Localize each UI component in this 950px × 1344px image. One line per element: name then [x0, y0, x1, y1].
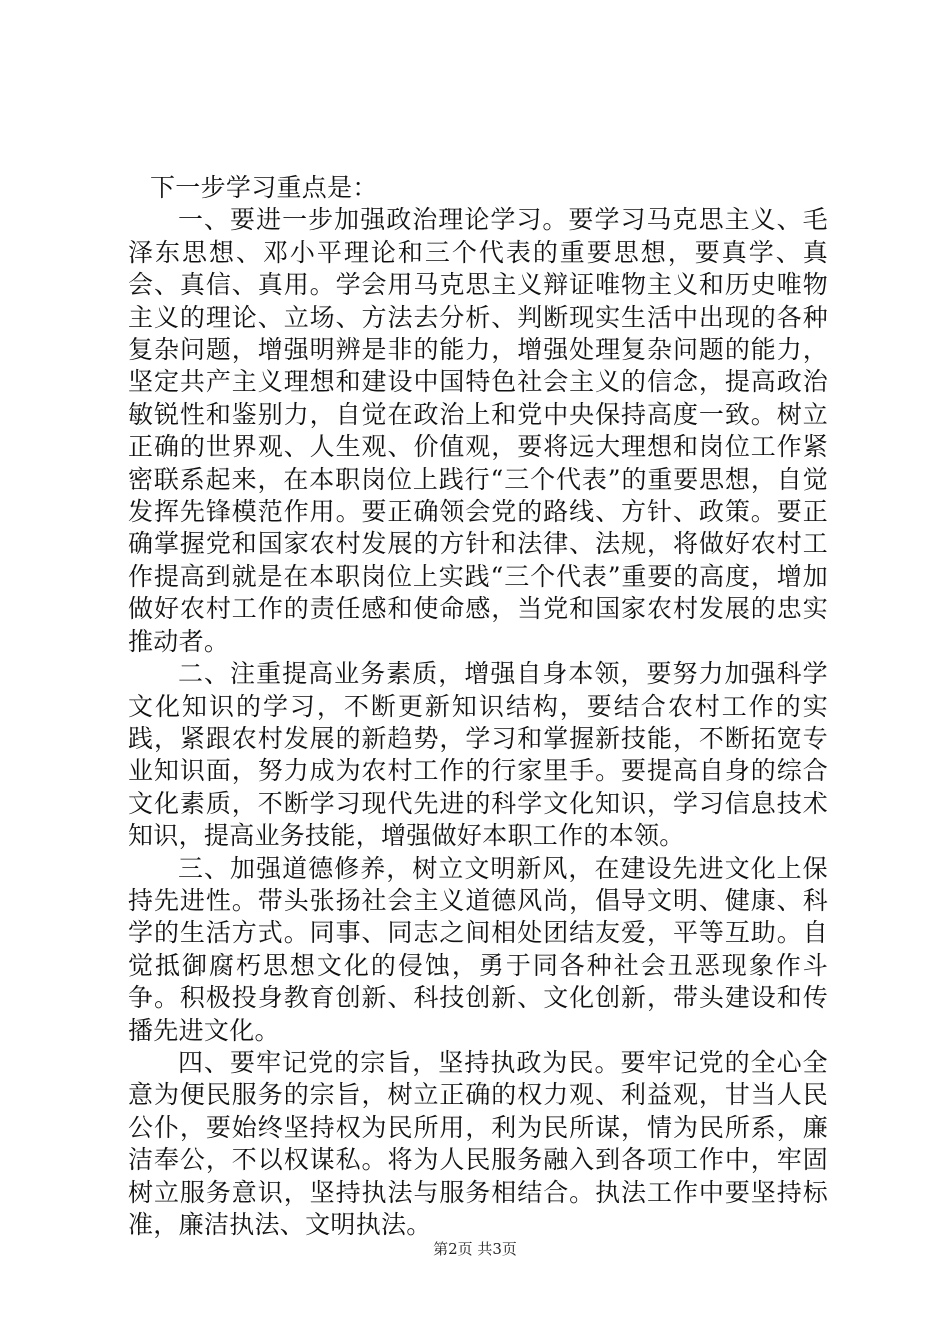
paragraph-business-quality: 二、注重提高业务素质，增强自身本领，要努力加强科学文化知识的学习，不断更新知识结构，要结合农村工作的实践，紧跟农村发展的新趋势，学习和掌握新技能，不断拓宽专业知识面，努力成为农村工作的行家里手。要提高自身的综合文化素质，不断学习现代先进的科学文化知识，学习信息技术知识，提高业务技能，增强做好本职工作的本领。	[128, 659, 828, 851]
intro-line: 下一步学习重点是：	[150, 173, 378, 202]
paragraph-party-purpose: 四、要牢记党的宗旨，坚持执政为民。要牢记党的全心全意为便民服务的宗旨，树立正确的权力观、利益观，甘当人民公仆，要始终坚持权为民所用，利为民所谋，情为民所系，廉洁奉公，不以权谋私。将为人民服务融入到各项工作中，牢固树立服务意识，坚持执法与服务相结合。执法工作中要坚持标准，廉洁执法、文明执法。	[128, 1047, 828, 1239]
page-footer: 第2页 共3页	[433, 1240, 517, 1258]
paragraph-political-theory: 一、要进一步加强政治理论学习。要学习马克思主义、毛泽东思想、邓小平理论和三个代表的重要思想，要真学、真会、真信、真用。学会用马克思主义辩证唯物主义和历史唯物主义的理论、立场、方法去分析、判断现实生活中出现的各种复杂问题，增强明辨是非的能力，增强处理复杂问题的能力，坚定共产主义理想和建设中国特色社会主义的信念，提高政治敏锐性和鉴别力，自觉在政治上和党中央保持高度一致。树立正确的世界观、人生观、价值观，要将远大理想和岗位工作紧密联系起来，在本职岗位上践行“三个代表”的重要思想，自觉发挥先锋模范作用。要正确领会党的路线、方针、政策。要正确掌握党和国家农村发展的方针和法律、法规，将做好农村工作提高到就是在本职岗位上实践“三个代表”重要的高度，增加做好农村工作的责任感和使命感，当党和国家农村发展的忠实推动者。	[128, 205, 828, 656]
paragraph-moral-cultivation: 三、加强道德修养，树立文明新风，在建设先进文化上保持先进性。带头张扬社会主义道德风尚，倡导文明、健康、科学的生活方式。同事、同志之间相处团结友爱，平等互助。自觉抵御腐朽思想文化的侵蚀，勇于同各种社会丑恶现象作斗争。积极投身教育创新、科技创新、文化创新，带头建设和传播先进文化。	[128, 853, 828, 1045]
document-body	[128, 172, 828, 1241]
